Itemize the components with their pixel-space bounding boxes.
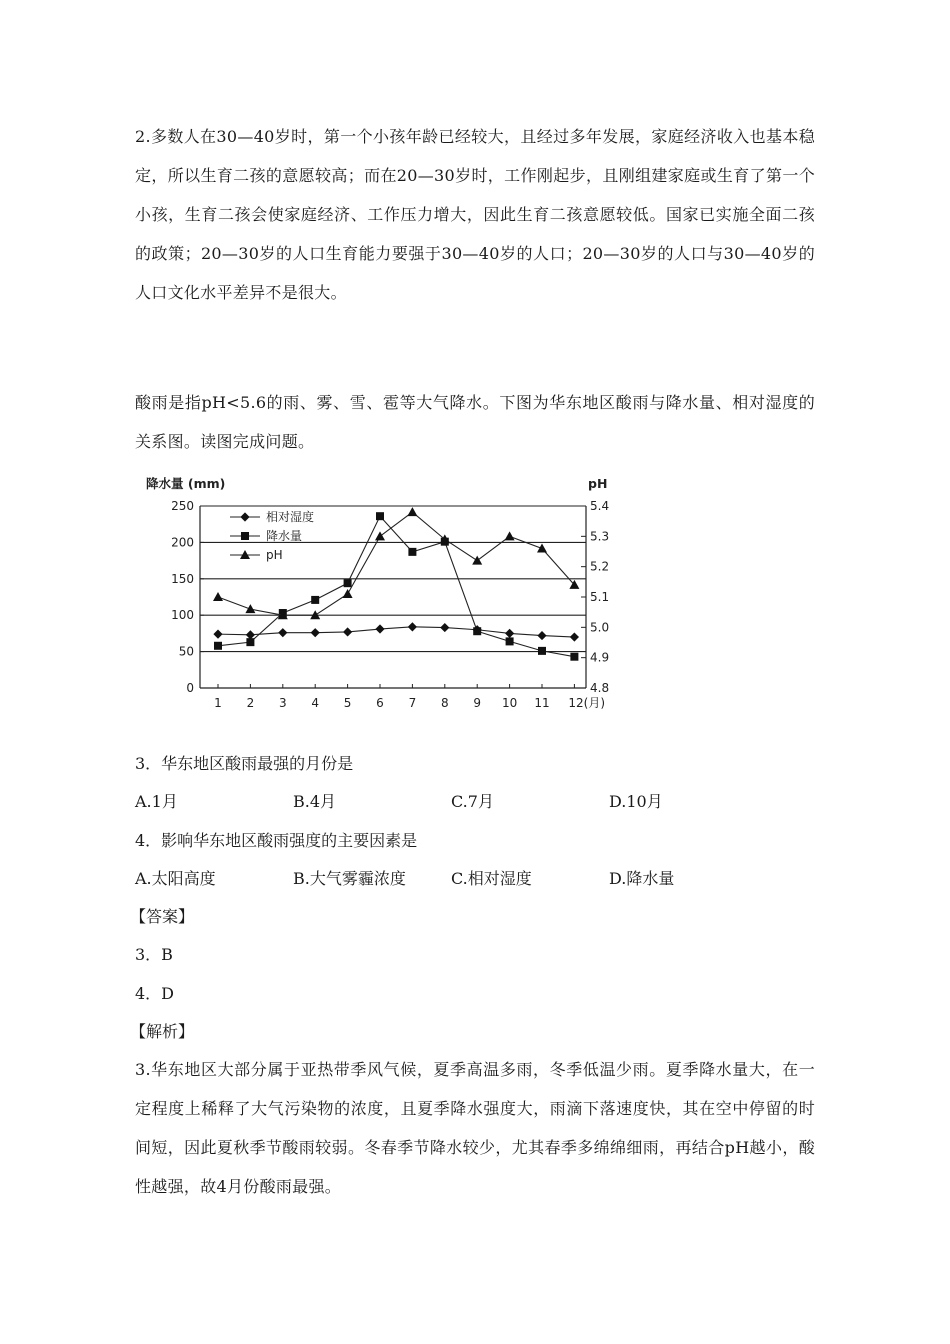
left-tick-label: 0 (186, 681, 194, 695)
answer-heading: 【答案】 (130, 907, 195, 926)
series-1-point (537, 631, 546, 640)
answer-4: 4．D (135, 984, 175, 1003)
analysis-paragraph: 3.华东地区大部分属于亚热带季风气候，夏季高温多雨，冬季低温少雨。夏季降水量大，在一定程度上稀释了大气污染物的浓度，且夏季降水强度大，雨滴下落速度快，其在空中停留的时间短，因此夏秋季节酸雨较弱。冬春季节降水较少，尤其春季多绵绵细雨，再结合pH越小，酸性越强，故4月份酸雨最强。 (135, 1060, 815, 1196)
right-tick-label: 5.2 (590, 559, 610, 574)
series-2-point (344, 579, 352, 587)
q4-option-a: A.太阳高度 (135, 869, 216, 888)
legend-label: 相对湿度 (266, 510, 315, 524)
right-tick-label: 5.3 (590, 529, 610, 544)
legend-label: pH (266, 548, 283, 562)
series-3-point (343, 589, 353, 598)
series-1-point (246, 630, 255, 639)
x-tick-label: 8 (440, 696, 449, 710)
series-1-point (278, 628, 287, 637)
x-tick-label: 4 (311, 696, 320, 710)
series-2-point (246, 638, 254, 646)
series-1-point (311, 628, 320, 637)
intro-paragraph: 2.多数人在30—40岁时，第一个小孩年龄已经较大，且经过多年发展，家庭经济收入也基本稳定，所以生育二孩的意愿较高；而在20—30岁时，工作刚起步，且刚组建家庭或生育了第一个小孩，生育二孩会使家庭经济、工作压力增大，因此生育二孩意愿较低。国家已实施全面二孩的政策；20—30岁的人口生育能力要强于30—40岁的人口；20—30岁的人口与30—40岁的人口文化水平差异不是很大。 (135, 127, 815, 302)
series-2-point (473, 627, 481, 635)
series-1-point (570, 632, 579, 641)
series-2-point (311, 596, 319, 604)
x-tick-label: 9 (473, 696, 482, 710)
left-tick-label: 250 (171, 499, 194, 513)
q3-option-a: A.1月 (135, 792, 178, 811)
x-tick-label: 11 (534, 696, 550, 710)
series-3-point (213, 592, 223, 601)
left-axis-title: 降水量 (mm) (146, 476, 226, 491)
series-3-point (537, 543, 547, 552)
series-line-3 (218, 512, 574, 615)
right-axis-title: pH (588, 476, 608, 491)
legend-label: 降水量 (266, 529, 303, 543)
series-2-point (570, 653, 578, 661)
x-tick-label: 1 (214, 696, 222, 710)
series-2-point (538, 647, 546, 655)
q3-option-d: D.10月 (609, 792, 663, 811)
q4-option-d: D.降水量 (609, 869, 675, 888)
x-tick-label: 6 (376, 696, 384, 710)
q3-option-c: C.7月 (451, 792, 494, 811)
left-tick-label: 150 (171, 571, 194, 586)
q3-option-b: B.4月 (293, 792, 337, 811)
x-tick-label: 12(月) (568, 696, 606, 710)
series-1-point (343, 627, 352, 636)
series-1-point (408, 622, 417, 631)
legend-marker (240, 512, 249, 521)
series-2-point (214, 642, 222, 650)
right-tick-label: 4.8 (590, 681, 610, 695)
series-3-point (505, 531, 515, 540)
q4-option-c: C.相对湿度 (451, 869, 532, 888)
x-tick-label: 3 (278, 696, 287, 710)
series-3-point (245, 604, 255, 613)
question-stem: 酸雨是指pH<5.6的雨、雾、雪、雹等大气降水。下图为华东地区酸雨与降水量、相对湿度的关系图。读图完成问题。 (135, 393, 815, 451)
series-3-point (375, 531, 385, 540)
x-tick-label: 2 (246, 696, 255, 710)
left-tick-label: 50 (178, 644, 194, 659)
series-3-point (407, 507, 417, 516)
left-tick-label: 100 (171, 608, 194, 623)
series-1-point (213, 630, 222, 639)
legend-marker (241, 532, 249, 540)
acid-rain-chart (138, 468, 628, 718)
right-tick-label: 5.4 (590, 499, 610, 513)
series-1-point (440, 623, 449, 632)
q4-option-b: B.大气雾霾浓度 (293, 869, 406, 888)
series-1-point (375, 624, 384, 633)
series-line-1 (218, 627, 574, 637)
x-tick-label: 7 (408, 696, 417, 710)
right-tick-label: 5.1 (590, 590, 610, 604)
x-tick-label: 5 (343, 696, 352, 710)
series-2-point (408, 548, 416, 556)
series-3-point (472, 556, 482, 565)
analysis-heading: 【解析】 (130, 1022, 195, 1041)
right-tick-label: 5.0 (590, 620, 610, 635)
right-tick-label: 4.9 (590, 650, 610, 665)
question-3: 3．华东地区酸雨最强的月份是 (135, 754, 354, 773)
series-1-point (505, 629, 514, 638)
question-4: 4．影响华东地区酸雨强度的主要因素是 (135, 831, 418, 850)
series-2-point (376, 512, 384, 520)
answer-3: 3．B (135, 945, 173, 964)
x-tick-label: 10 (501, 696, 518, 710)
series-2-point (506, 637, 514, 645)
left-tick-label: 200 (171, 535, 194, 550)
